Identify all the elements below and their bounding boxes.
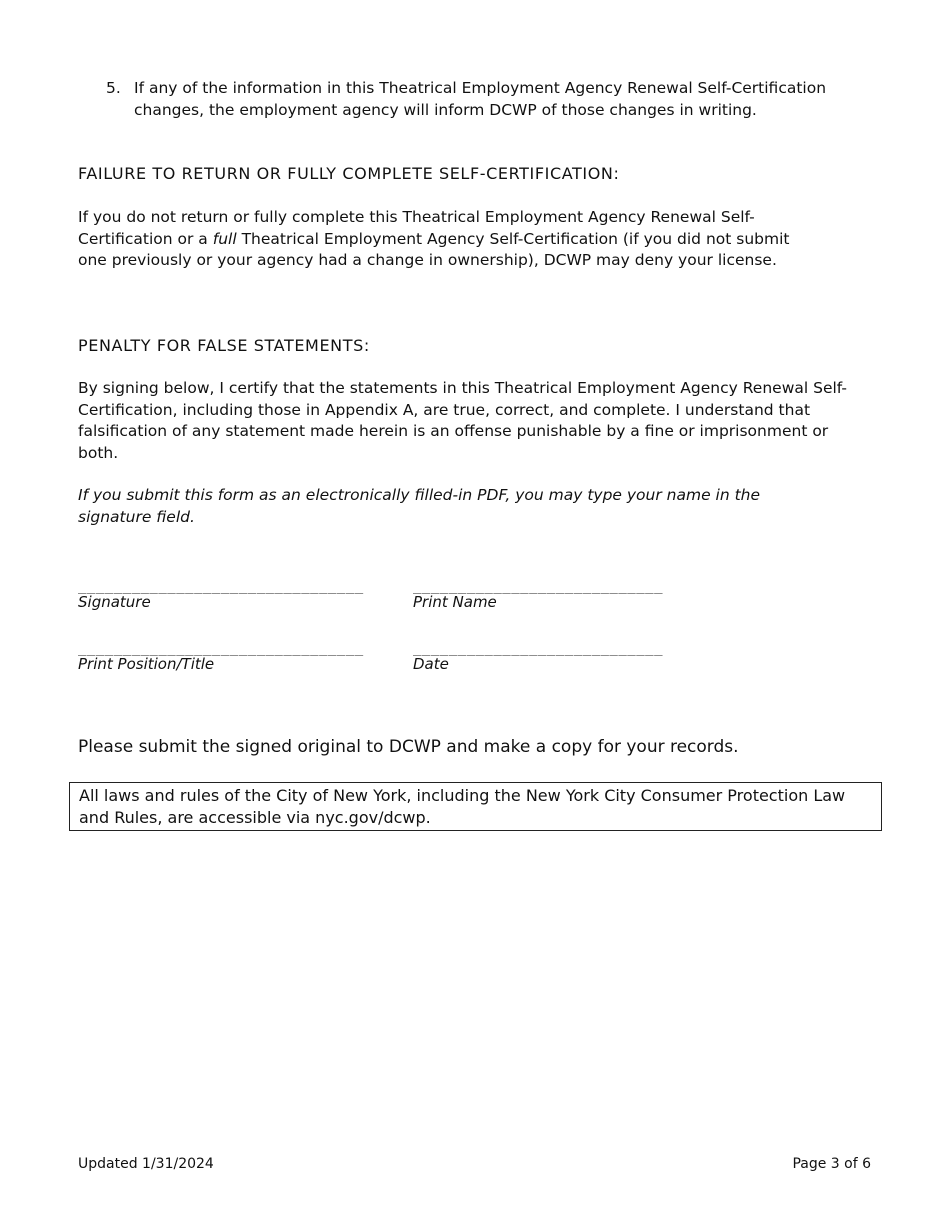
submit-note: Please submit the signed original to DCWP and make a copy for your records. [78, 737, 739, 757]
position-line[interactable]: ________________________________ [78, 640, 364, 656]
list-item-text: If any of the information in this Theatrical Employment Agency Renewal Self-Certification changes, the employment agency will inform DCWP of those changes in writing. [134, 79, 827, 119]
print-name-label: Print Name [413, 593, 497, 611]
signature-line[interactable]: ________________________________ [78, 578, 364, 594]
electronic-note: If you submit this form as an electronically filled-in PDF, you may type your name in the signature field. [78, 486, 761, 526]
failure-heading: FAILURE TO RETURN OR FULLY COMPLETE SELF-CERTIFICATION: [78, 164, 620, 183]
failure-text-emphasis: full [212, 229, 237, 248]
date-line[interactable]: ____________________________ [413, 640, 664, 656]
law-notice-box: All laws and rules of the City of New York, including the New York City Consumer Protection Law and Rules, are accessible via nyc.gov/dcwp. [69, 782, 882, 831]
date-label: Date [413, 655, 449, 673]
footer-page-number: Page 3 of 6 [792, 1156, 871, 1172]
failure-paragraph [78, 207, 818, 272]
failure-text-before: If you do not return or fully complete this Theatrical Employment Agency Renewal Self-Certification or a [78, 208, 755, 248]
penalty-heading: PENALTY FOR FALSE STATEMENTS: [78, 336, 370, 355]
print-name-line[interactable]: ____________________________ [413, 578, 664, 594]
position-label: Print Position/Title [78, 655, 215, 673]
signature-label: Signature [78, 593, 151, 611]
footer-updated: Updated 1/31/2024 [78, 1156, 214, 1172]
penalty-paragraph: By signing below, I certify that the statements in this Theatrical Employment Agency Renewal Self-Certification, including those in Appendix A, are true, correct, and complete. I understand that falsification of any statement made herein is an offense punishable by a fine or imprisonment or both. [78, 379, 847, 462]
list-item-number: 5. [106, 79, 121, 97]
failure-text-after: Theatrical Employment Agency Self-Certification (if you did not submit one previously or your agency had a change in ownership), DCWP may deny your license. [78, 229, 790, 269]
